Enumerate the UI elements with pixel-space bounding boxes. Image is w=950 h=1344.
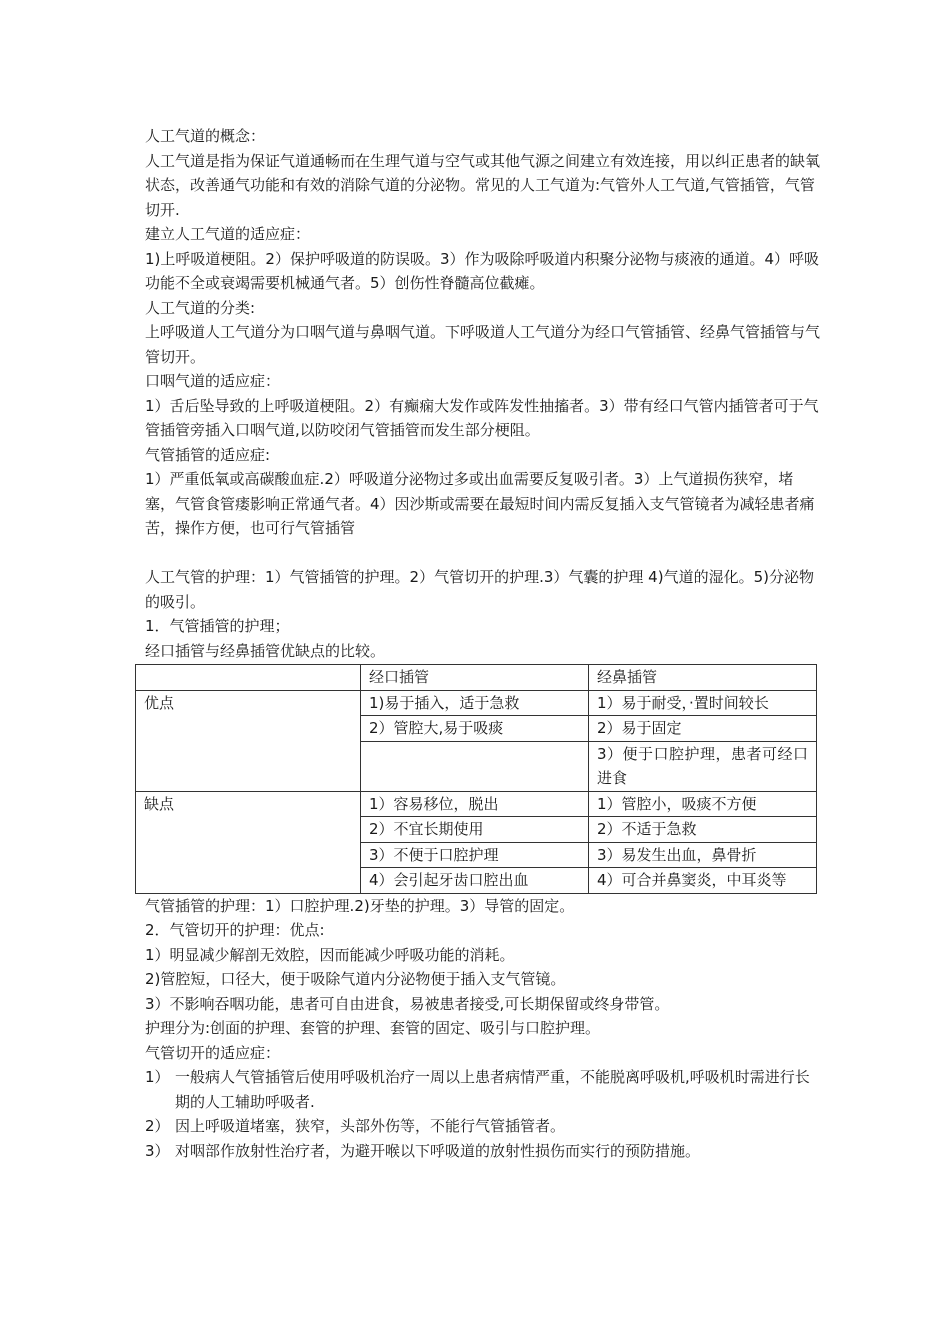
table-header-cell: 经鼻插管: [589, 665, 817, 691]
table-cell: 2）管腔大,易于吸痰: [361, 716, 589, 742]
row-label-disadvantages: 缺点: [136, 791, 361, 893]
heading-intubation-indications: 气管插管的适应症:: [145, 445, 271, 464]
paragraph-care-divisions: 护理分为:创面的护理、套管的护理、套管的固定、吸引与口腔护理。: [145, 1019, 601, 1037]
paragraph-airway-care: 人工气管的护理：1）气管插管的护理。2）气管切开的护理.3）气囊的护理 4)气道的湿化。5)分泌物的吸引。: [145, 568, 814, 611]
list-item: [145, 1139, 820, 1164]
table-header-cell: 经口插管: [361, 665, 589, 691]
table-cell: 4）会引起牙齿口腔出血: [361, 868, 589, 894]
list-number: 2）: [145, 1117, 170, 1135]
table-cell: 1）管腔小，吸痰不方便: [589, 791, 817, 817]
row-label-advantages: 优点: [136, 690, 361, 791]
paragraph-tracheotomy-advantage-1: 1）明显减少解剖无效腔，因而能减少呼吸功能的消耗。: [145, 945, 515, 964]
comparison-table: [135, 664, 817, 894]
table-cell: 3）便于口腔护理，患者可经口进食: [589, 741, 817, 791]
paragraph-tracheotomy-advantage-2: 2)管腔短，口径大，便于吸除气道内分泌物便于插入支气管镜。: [145, 970, 566, 988]
heading-concept: 人工气道的概念：: [145, 127, 266, 145]
list-item: [145, 1114, 820, 1139]
indications-list: [145, 1065, 820, 1163]
heading-classification: 人工气道的分类:: [145, 298, 256, 317]
paragraph-classification: 上呼吸道人工气道分为口咽气道与鼻咽气道。下呼吸道人工气道分为经口气管插管、经鼻气管插管与气管切开。: [145, 323, 821, 366]
table-cell: 1)易于插入，适于急救: [361, 690, 589, 716]
table-cell: 3）不便于口腔护理: [361, 842, 589, 868]
heading-intubation-care: 1．气管插管的护理；: [145, 617, 290, 635]
list-item: [145, 1065, 820, 1114]
table-cell: 1）容易移位，脱出: [361, 791, 589, 817]
table-cell: 4）可合并鼻窦炎，中耳炎等: [589, 868, 817, 894]
table-header-row: [136, 665, 817, 691]
table-cell: [361, 741, 589, 791]
paragraph-oropharyngeal: 1）舌后坠导致的上呼吸道梗阻。2）有癫痫大发作或阵发性抽搐者。3）带有经口气管内插管者可于气管插管旁插入口咽气道,以防咬闭气管插管而发生部分梗阻。: [145, 396, 819, 439]
list-text: 对咽部作放射性治疗者，为避开喉以下呼吸道的放射性损伤而实行的预防措施。: [175, 1141, 701, 1160]
heading-tracheotomy-care: 2．气管切开的护理：优点:: [145, 921, 325, 939]
paragraph-concept: 人工气道是指为保证气道通畅而在生理气道与空气或其他气源之间建立有效连接，用以纠正患者的缺氧状态，改善通气功能和有效的消除气道的分泌物。常见的人工气道为:气管外人工气道,气管插管，气管切开.: [145, 151, 821, 219]
table-row: [136, 690, 817, 716]
paragraph-tracheotomy-advantage-3: 3）不影响吞咽功能，患者可自由进食，易被患者接受,可长期保留或终身带管。: [145, 994, 670, 1013]
table-caption: 经口插管与经鼻插管优缺点的比较。: [145, 641, 386, 660]
table-cell: 2）易于固定: [589, 716, 817, 742]
paragraph-indications: 1)上呼吸道梗阻。2）保护呼吸道的防误吸。3）作为吸除呼吸道内积聚分泌物与痰液的通道。4）呼吸功能不全或衰竭需要机械通气者。5）创伤性脊髓高位截瘫。: [145, 249, 820, 292]
list-number: 1）: [145, 1068, 170, 1086]
list-number: 3）: [145, 1141, 170, 1160]
table-cell: 2）不适于急救: [589, 817, 817, 843]
heading-tracheotomy-indications: 气管切开的适应症：: [145, 1043, 281, 1062]
table-cell: 2）不宜长期使用: [361, 817, 589, 843]
blank-line: [145, 541, 820, 566]
heading-oropharyngeal: 口咽气道的适应症：: [145, 372, 281, 390]
list-text: 因上呼吸道堵塞，狭窄，头部外伤等，不能行气管插管者。: [175, 1117, 566, 1135]
table-cell: 3）易发生出血，鼻骨折: [589, 842, 817, 868]
heading-indications: 建立人工气道的适应症：: [145, 225, 311, 243]
table-row: [136, 791, 817, 817]
table-header-cell: [136, 665, 361, 691]
list-text: 一般病人气管插管后使用呼吸机治疗一周以上患者病情严重，不能脱离呼吸机,呼吸机时需进行长期的人工辅助呼吸者.: [175, 1068, 810, 1111]
table-cell: 1）易于耐受，·置时间较长: [589, 690, 817, 716]
paragraph-intubation-care-items: 气管插管的护理：1）口腔护理.2)牙垫的护理。3）导管的固定。: [145, 896, 575, 915]
paragraph-intubation-indications: 1）严重低氧或高碳酸血症.2）呼吸道分泌物过多或出血需要反复吸引者。3）上气道损伤狭窄，堵塞，气管食管瘘影响正常通气者。4）因沙斯或需要在最短时间内需反复插入支气管镜者为减轻患者痛苦，操作方便，也可行气管插管: [145, 470, 815, 537]
